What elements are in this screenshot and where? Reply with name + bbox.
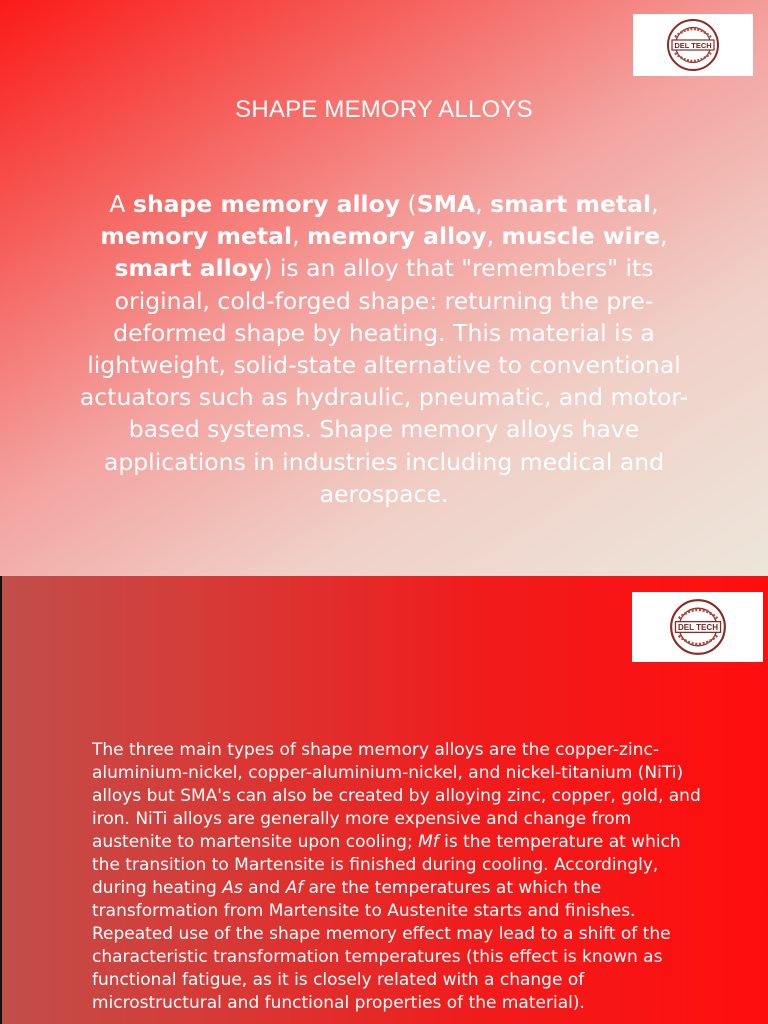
slide-2 bbox=[0, 576, 768, 1024]
university-seal-icon bbox=[669, 598, 727, 656]
svg-text:DEL TECH: DEL TECH bbox=[677, 623, 718, 633]
slide-title: SHAPE MEMORY ALLOYS bbox=[235, 96, 533, 123]
sma-types-paragraph: The three main types of shape memory alloys are the copper-zinc- aluminium-nickel, copper-aluminium-nickel, and nickel-titanium (NiTi) alloys but SMA's can also be created by alloying zinc, copper, gold, and iron. NiTi alloys are generally more expensive and change from austenite to martensite upon cooling; Mf is the temperature at which the transition to Martensite is finished during cooling. Accordingly, during heating As and Af are the temperatures at which the transformation from Martensite to Austenite starts and finishes. bbox=[92, 740, 701, 921]
university-seal-icon bbox=[666, 18, 720, 72]
functional-fatigue-paragraph: Repeated use of the shape memory effect may lead to a shift of the characteristic transformation temperatures (this effect is known as functional fatigue, as it is closely related with a change of microstructural and functional properties of the material). bbox=[92, 924, 671, 1013]
sma-types-text bbox=[92, 739, 712, 1015]
university-logo bbox=[632, 592, 763, 662]
svg-text:DEL TECH: DEL TECH bbox=[674, 41, 712, 50]
sma-definition-paragraph: A shape memory alloy (SMA, smart metal, memory metal, memory alloy, muscle wire, smart alloy) is an alloy that "remembers" its original, cold-forged shape: returning the pre-deformed shape by heating. This material is a lightweight, solid-state alternative to conventional actuators such as hydraulic, pneumatic, and motor-based systems. Shape memory alloys have applications in industries including medical and aerospace. bbox=[79, 190, 689, 508]
university-logo bbox=[633, 14, 753, 76]
